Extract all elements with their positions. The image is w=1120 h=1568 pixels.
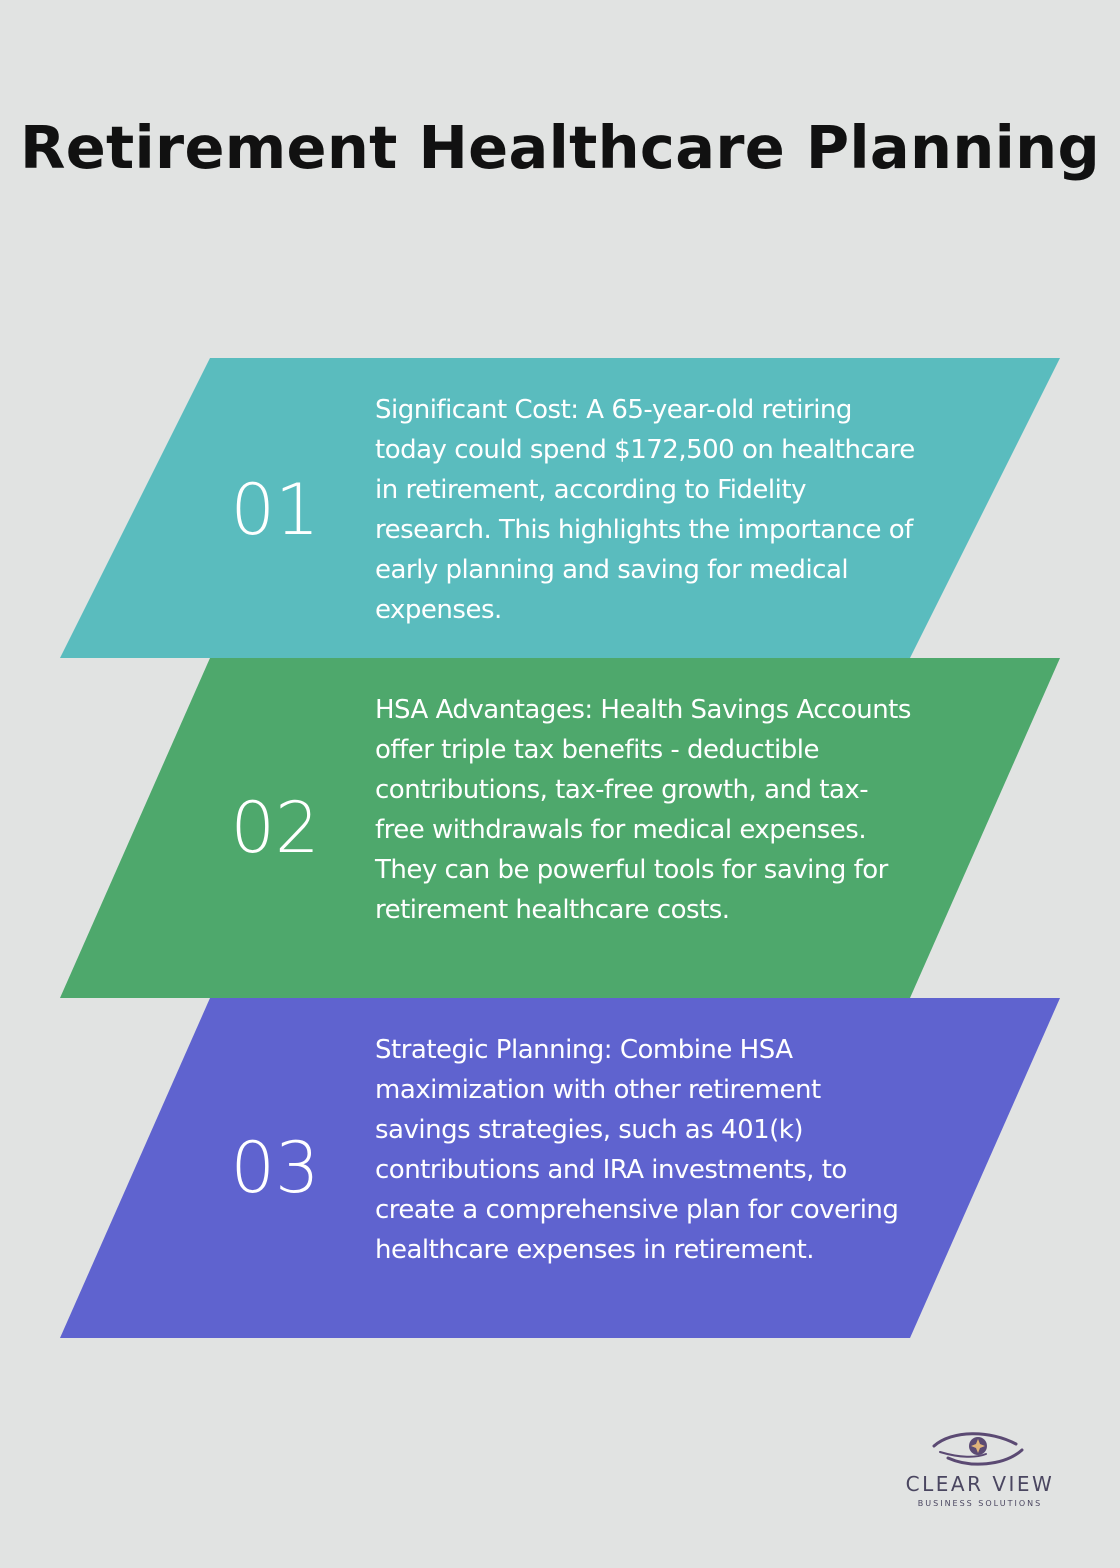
- step-card-1: [0, 358, 1120, 658]
- step-number-3: 03: [230, 1127, 320, 1209]
- step-text-1: Significant Cost: A 65-year-old retiring today could spend $172,500 on healthcare in retirement, according to Fidelity research. This highlights the importance of early planning and saving for medical expenses.: [375, 395, 915, 625]
- step-card-2: [0, 658, 1120, 998]
- logo-subtitle: BUSINESS SOLUTIONS: [917, 1499, 1043, 1508]
- step-card-3: [0, 998, 1120, 1338]
- step-number-2: 02: [230, 787, 320, 869]
- page-title: Retirement Healthcare Planning: [19, 113, 1101, 182]
- step-number-1: 01: [230, 469, 320, 551]
- step-text-3: Strategic Planning: Combine HSA maximization with other retirement savings strategies, such as 401(k) contributions and IRA investments, to create a comprehensive plan for covering healthcare expenses in retirement.: [375, 1035, 899, 1265]
- eye-star-icon: [890, 1428, 1070, 1472]
- step-text-2: HSA Advantages: Health Savings Accounts offer triple tax benefits - deductible contributions, tax-free growth, and tax-free withdrawals for medical expenses. They can be powerful tools for saving for retirement healthcare costs.: [375, 695, 911, 925]
- logo-name: CLEAR VIEW: [905, 1472, 1055, 1496]
- company-logo: [890, 1428, 1070, 1518]
